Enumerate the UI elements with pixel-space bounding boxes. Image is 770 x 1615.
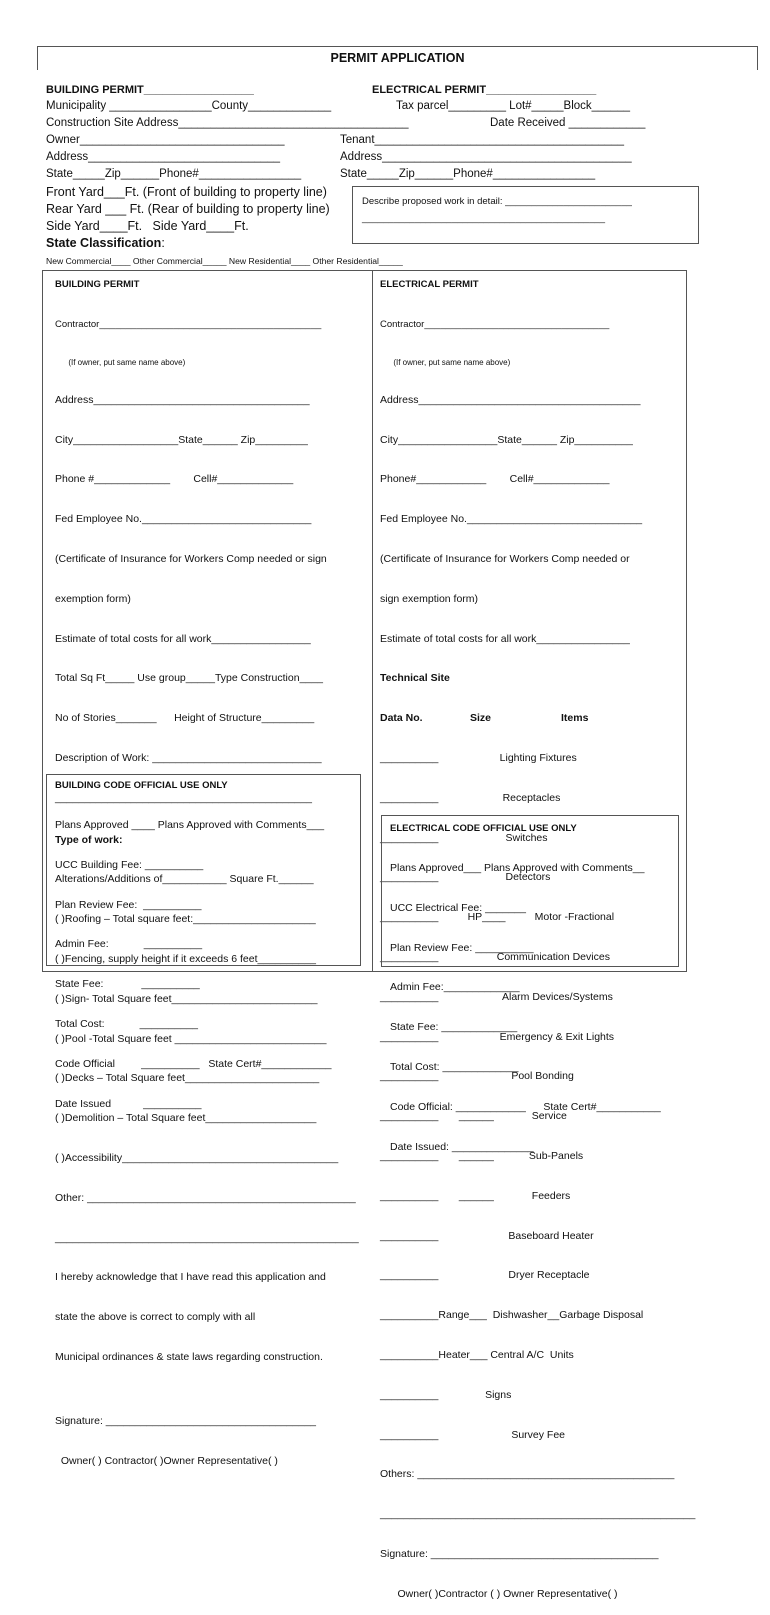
construction-site-field[interactable]: Construction Site Address____________________________________ xyxy=(46,117,409,129)
other-field-line[interactable]: ____________________________________________________ xyxy=(55,1231,359,1244)
other-field[interactable]: Other: ______________________________________________ xyxy=(55,1191,356,1204)
classification-options[interactable]: New Commercial____ Other Commercial_____ New Residential____ Other Residential_____ xyxy=(46,256,403,266)
describe-work-label: Describe proposed work in detail: ________________________ xyxy=(362,196,632,207)
owner-address-field[interactable]: Address______________________________ xyxy=(46,151,281,163)
column-divider xyxy=(372,271,373,971)
tenant-field[interactable]: Tenant_______________________________________ xyxy=(340,134,624,146)
motor-row[interactable]: __________ HP____ Motor -Fractional xyxy=(380,911,615,924)
building-insurance-note-2: exemption form) xyxy=(55,592,131,605)
dryer-receptacle-row[interactable]: __________ Dryer Receptacle xyxy=(380,1269,590,1282)
electrical-permit-field[interactable]: ELECTRICAL PERMIT__________________ xyxy=(372,84,597,96)
building-insurance-note: (Certificate of Insurance for Workers Comp needed or sign xyxy=(55,552,327,565)
side-yard-field[interactable]: Side Yard____Ft. Side Yard____Ft. xyxy=(46,219,249,233)
signs-row[interactable]: __________ Signs xyxy=(380,1388,512,1401)
electrical-total-cost[interactable]: Total Cost: _____________ xyxy=(390,1060,519,1073)
building-contractor-field[interactable]: Contractor__________________________________________ xyxy=(55,319,322,330)
building-address-field[interactable]: Address_____________________________________ xyxy=(55,393,310,406)
building-stories-field[interactable]: No of Stories_______ Height of Structure_________ xyxy=(55,712,315,725)
range-row[interactable]: __________Range___ Dishwasher__Garbage Disposal xyxy=(380,1309,644,1322)
sub-panels-row[interactable]: __________ ______ Sub-Panels xyxy=(380,1149,584,1162)
alarm-devices-row[interactable]: __________ Alarm Devices/Systems xyxy=(380,990,613,1003)
date-received-field[interactable]: Date Received ____________ xyxy=(490,117,646,129)
state-classification-label xyxy=(46,236,165,250)
building-plans-approved[interactable]: Plans Approved ____ Plans Approved with Comments___ xyxy=(55,819,325,831)
pool-option[interactable]: ( )Pool -Total Square feet __________________________ xyxy=(55,1032,327,1045)
acknowledge-text: I hereby acknowledge that I have read this application and xyxy=(55,1271,326,1284)
electrical-phone-field[interactable]: Phone#____________ Cell#_____________ xyxy=(380,473,610,486)
electrical-admin-fee[interactable]: Admin Fee:_____________ xyxy=(390,981,520,994)
size-header: Size xyxy=(470,712,492,725)
building-state-fee[interactable]: State Fee: __________ xyxy=(55,978,200,991)
lighting-fixtures-row[interactable]: __________ Lighting Fixtures xyxy=(380,751,577,764)
acknowledge-text-3: Municipal ordinances & state laws regarding construction. xyxy=(55,1350,323,1363)
electrical-insurance-note: (Certificate of Insurance for Workers Comp needed or xyxy=(380,552,630,565)
technical-site-columns xyxy=(380,711,695,727)
electrical-address-field[interactable]: Address______________________________________ xyxy=(380,393,641,406)
acknowledge-text-2: state the above is correct to comply with all xyxy=(55,1311,256,1324)
state-classification-text: State Classification xyxy=(46,236,162,250)
describe-work-box[interactable] xyxy=(352,186,699,244)
ucc-building-fee[interactable]: UCC Building Fee: __________ xyxy=(55,858,204,871)
roofing-option[interactable]: ( )Roofing – Total square feet:_____________________ xyxy=(55,913,316,926)
fencing-option[interactable]: ( )Fencing, supply height if it exceeds 6 feet__________ xyxy=(55,952,316,965)
building-phone-field[interactable]: Phone #_____________ Cell#_____________ xyxy=(55,473,294,486)
pool-bonding-row[interactable]: __________ Pool Bonding xyxy=(380,1070,574,1083)
electrical-insurance-note-2: sign exemption form) xyxy=(380,592,479,605)
electrical-city-field[interactable]: City_________________State______ Zip__________ xyxy=(380,433,633,446)
electrical-estimate-field[interactable]: Estimate of total costs for all work________________ xyxy=(380,632,630,645)
building-signature-field[interactable]: Signature: ____________________________________ xyxy=(55,1414,317,1427)
electrical-fed-employee-field[interactable]: Fed Employee No.______________________________ xyxy=(380,513,643,526)
building-official-heading: BUILDING CODE OFFICIAL USE ONLY xyxy=(55,780,228,791)
page-title: PERMIT APPLICATION xyxy=(330,51,465,65)
describe-work-line: ______________________________________________ xyxy=(362,213,606,224)
building-permit-heading: BUILDING PERMIT xyxy=(55,279,140,290)
ucc-electrical-fee[interactable]: UCC Electrical Fee: _______ xyxy=(390,901,526,914)
building-plan-review-fee[interactable]: Plan Review Fee: __________ xyxy=(55,898,202,911)
technical-site-heading: Technical Site xyxy=(380,672,450,685)
electrical-plans-approved[interactable]: Plans Approved___ Plans Approved with Comments__ xyxy=(390,862,645,874)
building-estimate-field[interactable]: Estimate of total costs for all work_________________ xyxy=(55,632,311,645)
others-field[interactable]: Others: ____________________________________________ xyxy=(380,1468,675,1481)
building-signer-role[interactable]: Owner( ) Contractor( )Owner Representative( ) xyxy=(55,1454,278,1467)
building-total-cost[interactable]: Total Cost: __________ xyxy=(55,1017,199,1030)
type-of-work-heading: Type of work: xyxy=(55,833,123,846)
items-header: Items xyxy=(561,712,589,725)
electrical-official-fields xyxy=(390,837,661,1179)
tenant-state-field[interactable]: State_____Zip______Phone#________________ xyxy=(340,168,596,180)
communication-devices-row[interactable]: __________ Communication Devices xyxy=(380,950,610,963)
baseboard-heater-row[interactable]: __________ Baseboard Heater xyxy=(380,1229,594,1242)
data-no-header: Data No. xyxy=(380,712,423,725)
sign-option[interactable]: ( )Sign- Total Square feet_________________________ xyxy=(55,992,318,1005)
electrical-signature-field[interactable]: Signature: _______________________________________ xyxy=(380,1547,659,1560)
building-permit-field[interactable]: BUILDING PERMIT__________________ xyxy=(46,84,254,96)
tenant-address-field[interactable]: Address_______________________________________ xyxy=(340,151,632,163)
building-sqft-field[interactable]: Total Sq Ft_____ Use group_____Type Construction____ xyxy=(55,672,323,685)
electrical-official-heading: ELECTRICAL CODE OFFICIAL USE ONLY xyxy=(390,823,577,834)
owner-state-field[interactable]: State_____Zip______Phone#________________ xyxy=(46,168,302,180)
electrical-contractor-field[interactable]: Contractor___________________________________ xyxy=(380,319,610,330)
electrical-permit-heading: ELECTRICAL PERMIT xyxy=(380,279,479,290)
building-city-field[interactable]: City__________________State______ Zip_________ xyxy=(55,433,308,446)
title-box xyxy=(37,46,758,70)
building-official-fields xyxy=(55,794,332,1136)
building-description-line[interactable]: ____________________________________________ xyxy=(55,791,312,804)
detectors-row[interactable]: __________ Detectors xyxy=(380,871,551,884)
building-date-issued[interactable]: Date Issued __________ xyxy=(55,1097,202,1110)
municipality-field[interactable]: Municipality ________________County_____________ xyxy=(46,100,332,112)
building-code-official[interactable]: Code Official __________ State Cert#____________ xyxy=(55,1057,332,1070)
owner-field[interactable]: Owner________________________________ xyxy=(46,134,285,146)
heater-row[interactable]: __________Heater___ Central A/C Units xyxy=(380,1348,574,1361)
electrical-owner-note: (If owner, put same name above) xyxy=(380,357,511,367)
receptacles-row[interactable]: __________ Receptacles xyxy=(380,791,561,804)
survey-fee-row[interactable]: __________ Survey Fee xyxy=(380,1428,566,1441)
building-owner-note: (If owner, put same name above) xyxy=(55,357,186,367)
electrical-date-issued[interactable]: Date Issued: ______________ xyxy=(390,1140,534,1153)
feeders-row[interactable]: __________ ______ Feeders xyxy=(380,1189,571,1202)
building-fed-employee-field[interactable]: Fed Employee No._____________________________ xyxy=(55,513,312,526)
service-row[interactable]: __________ ______ Service xyxy=(380,1110,567,1123)
alterations-field[interactable]: Alterations/Additions of___________ Square Ft.______ xyxy=(55,873,314,886)
state-classification-colon: : xyxy=(161,236,165,250)
electrical-code-official[interactable]: Code Official: ____________ State Cert#___________ xyxy=(390,1100,661,1113)
decks-option[interactable]: ( )Decks – Total Square feet_______________________ xyxy=(55,1072,320,1085)
building-description-field[interactable]: Description of Work: _____________________________ xyxy=(55,751,322,764)
rear-yard-field[interactable]: Rear Yard ___ Ft. (Rear of building to property line) xyxy=(46,202,330,216)
emergency-lights-row[interactable]: __________ Emergency & Exit Lights xyxy=(380,1030,615,1043)
electrical-signer-role[interactable]: Owner( )Contractor ( ) Owner Representative( ) xyxy=(380,1587,618,1600)
accessibility-option[interactable]: ( )Accessibility_____________________________________ xyxy=(55,1151,339,1164)
switches-row[interactable]: __________ Switches xyxy=(380,831,548,844)
building-admin-fee[interactable]: Admin Fee: __________ xyxy=(55,938,203,951)
electrical-state-fee[interactable]: State Fee: _____________ xyxy=(390,1021,518,1034)
others-field-line[interactable]: ______________________________________________________ xyxy=(380,1508,696,1521)
front-yard-field[interactable]: Front Yard___Ft. (Front of building to property line) xyxy=(46,185,327,199)
tax-parcel-field[interactable]: Tax parcel_________ Lot#_____Block______ xyxy=(396,100,631,112)
electrical-plan-review-fee[interactable]: Plan Review Fee: __________ xyxy=(390,941,534,954)
demolition-option[interactable]: ( )Demolition – Total Square feet___________________ xyxy=(55,1112,317,1125)
